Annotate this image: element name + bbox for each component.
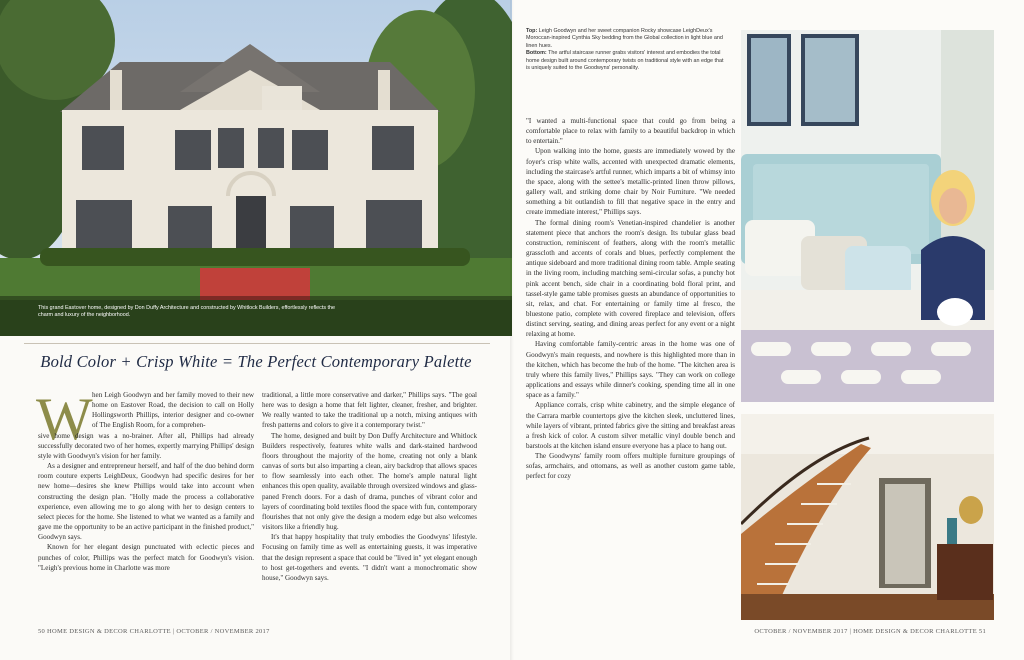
caption-bottom-text: The artful staircase runner grabs visitors' interest and embodies the total home design built around contemporary twists on traditional style with an edge that is uniquely suited to the Goodwyns' personality. bbox=[526, 50, 724, 72]
bedroom-photo bbox=[741, 30, 994, 402]
right-folio: OCTOBER / NOVEMBER 2017 | HOME DESIGN & DECOR CHARLOTTE 51 bbox=[754, 628, 986, 635]
page-gutter bbox=[510, 0, 514, 660]
caption-bottom-label: Bottom: bbox=[526, 50, 547, 57]
paragraph: Known for her elegant design punctuated with eclectic pieces and punches of color, Phillips was the perfect match for Goodwyn's vision. "Leigh's previous home in Charlotte was more bbox=[38, 543, 254, 572]
left-folio: 50 HOME DESIGN & DECOR CHARLOTTE | OCTOBER / NOVEMBER 2017 bbox=[38, 628, 270, 635]
house-illustration bbox=[0, 0, 512, 336]
hero-photo-caption: This grand Eastover home, designed by Don Duffy Architecture and constructed by Whitlock Builders, effortlessly reflects the charm and luxury of the neighborhood. bbox=[38, 305, 336, 319]
paragraph: As a designer and entrepreneur herself, and half of the duo behind dorm room couture experts LeighDeux, Goodwyn had specific desires for her new home—desires she knew Phillips would take into account when constructing the design plan. "Holly made the process a collaborative experience, even allowing me to go along with her to design centers to select pieces for the home. She listened to what we wanted as a family and gave me the opportunity to be an active participant in the finished product," Goodwyn says. bbox=[38, 462, 254, 542]
paragraph: The Goodwyns' family room offers multiple furniture groupings of sofas, armchairs, and ottomans, as well as another custom game table, perfect for cozy bbox=[526, 452, 735, 481]
house-exterior-photo bbox=[0, 0, 512, 336]
article-headline: Bold Color + Crisp White = The Perfect Contemporary Palette bbox=[40, 352, 472, 371]
paragraph: The formal dining room's Venetian-inspired chandelier is another statement piece that anchors the room's design. Its tubular glass bead construction, reminiscent of feathers, along with the room's metallic grasscloth and accents of corals and blues, perfectly complement the antique sideboard and more traditional dining room table. Ample seating in the living room, including matching semi-circular sofas, a punchy hot pink accent bench, side chair in a coordinating bold floral print, and tassel-style game table promises guests an abundance of opportunities to sit, relax, and chat. For entertaining or family time al fresco, the bluestone patio, complete with covered fireplace and television, offers distinct serving, seating, and dining areas perfect for any event or a night relaxing at home. bbox=[526, 218, 735, 339]
headline-rule bbox=[24, 343, 490, 344]
paragraph-lead: hen Leigh Goodwyn and her family moved to their new home on Eastover Road, the decision to call on Holly Hollingsworth Phillips, interior designer and co-owner of The English Room, for a comprehen- bbox=[92, 391, 254, 430]
paragraph-lead-cont: sive home design was a no-brainer. After all, Phillips had already successfully decorated two of her homes, expertly marrying Phillips' design style with Goodwyn's vision for her family. bbox=[38, 431, 254, 460]
paragraph: It's that happy hospitality that truly embodies the Goodwyns' lifestyle. Focusing on family time as well as entertaining guests, it was imperative that the design represent a space that could be "lived in" yet elegant enough to host get-togethers and events. "I didn't want a monochromatic show house," Goodwyn says. bbox=[262, 533, 477, 582]
paragraph-continued: traditional, a little more conservative and darker," Phillips says. "The goal here was to design a home that felt lighter, cleaner, fresher, and brighter. We really wanted to take the traditional up a notch, mixing antiques with fresh patterns and colors to give it a contemporary twist." bbox=[262, 391, 477, 430]
photo-captions bbox=[526, 28, 726, 72]
drop-cap-wrap-text bbox=[38, 390, 254, 431]
bedroom-illustration bbox=[741, 30, 994, 402]
paragraph: Upon walking into the home, guests are immediately wowed by the foyer's crisp white walls, accented with unexpected dramatic elements, including the staircase's artful runner, which imparts a bit of whimsy into the space, along with the settee's metallic-printed linen throw pillows, gallery wall, and striking dome chair by Noir Furniture. "We needed something a bit outlandish to fill that negative space in the entry and create immediate interest," Phillips says. bbox=[526, 147, 735, 217]
staircase-illustration bbox=[741, 414, 994, 620]
paragraph-continued: "I wanted a multi-functional space that could go from being a comfortable place to relax with family to a beautiful backdrop in which to entertain." bbox=[526, 117, 735, 146]
caption-top-label: Top: bbox=[526, 28, 538, 34]
caption-top-text: Leigh Goodwyn and her sweet companion Rocky showcase LeighDeux's Moroccan-inspired Cynthia Sky bedding from the Global collection in light blue and linen hues. bbox=[526, 28, 723, 49]
paragraph: Appliance corrals, crisp white cabinetry, and the simple elegance of the Carrara marble countertops give the kitchen sleek, uncluttered lines, while layers of vibrant, printed fabrics give the sitting and breakfast areas a fresh kick of color. A custom silver metallic vinyl double bench and barstools at the kitchen island ensure everyone has a place to hang out. bbox=[526, 401, 735, 450]
paragraph: Having comfortable family-centric areas in the home was one of Goodwyn's main requests, and nowhere is this highlighted more than in the kitchen, which has become the hub of the home. "The kitchen area is truly where this family lives," Phillips says. "They can work on college applications and essays while dinner's cooking, spending time all in one space as a family." bbox=[526, 340, 735, 400]
left-column-1 bbox=[36, 386, 254, 573]
left-column-2 bbox=[262, 390, 477, 583]
right-column bbox=[526, 116, 735, 482]
drop-cap: W bbox=[36, 386, 93, 452]
paragraph: The home, designed and built by Don Duffy Architecture and Whitlock Builders respectively, features white walls and dark-stained hardwood floors throughout the majority of the home, creating not only a blank canvas of sorts but also imparting a clean, airy backdrop that allows spaces to flow seamlessly into each other. The home's ample natural light enhances this open quality, available through oversized windows and glass-paned French doors. For a dash of drama, punches of vibrant color and layers of coordinating bold textiles flood the space with fun, contemporary flourishes that not only give the design a modern edge but also welcomes visitors like a friendly hug. bbox=[262, 431, 477, 532]
staircase-photo bbox=[741, 414, 994, 620]
